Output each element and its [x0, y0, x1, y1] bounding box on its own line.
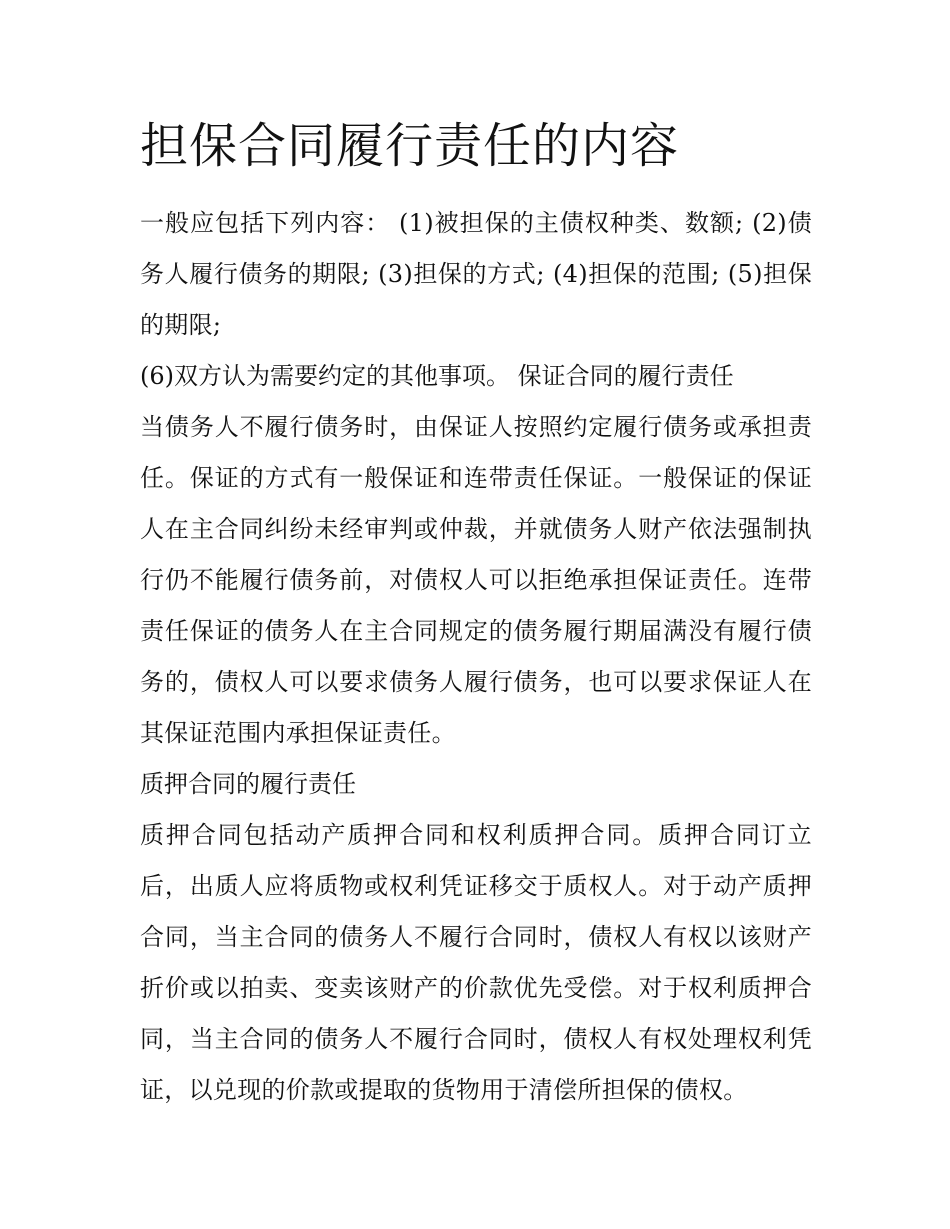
paragraph-guarantee-responsibility: 当债务人不履行债务时，由保证人按照约定履行债务或承担责任。保证的方式有一般保证和连带责任保证。一般保证的保证人在主合同纠纷未经审判或仲裁，并就债务人财产依法强制执行仍不能履行债务前，对债权人可以拒绝承担保证责任。连带责任保证的债务人在主合同规定的债务履行期届满没有履行债务的，债权人可以要求债务人履行债务，也可以要求保证人在其保证范围内承担保证责任。: [140, 413, 812, 747]
section-heading-pledge: 质押合同的履行责任: [140, 770, 356, 798]
document-page: [140, 110, 812, 1116]
paragraph-other-matters: (6)双方认为需要约定的其他事项。 保证合同的履行责任: [140, 362, 734, 390]
document-title: 担保合同履行责任的内容: [140, 118, 680, 174]
paragraph-contents-list: 一般应包括下列内容： (1)被担保的主债权种类、数额; (2)债务人履行债务的期限; (3)担保的方式; (4)担保的范围; (5)担保的期限;: [140, 209, 812, 339]
paragraph-pledge-responsibility: 质押合同包括动产质押合同和权利质押合同。质押合同订立后，出质人应将质物或权利凭证移交于质权人。对于动产质押合同，当主合同的债务人不履行合同时，债权人有权以该财产折价或以拍卖、变卖该财产的价款优先受偿。对于权利质押合同，当主合同的债务人不履行合同时，债权人有权处理权利凭证，以兑现的价款或提取的货物用于清偿所担保的债权。: [140, 821, 812, 1104]
